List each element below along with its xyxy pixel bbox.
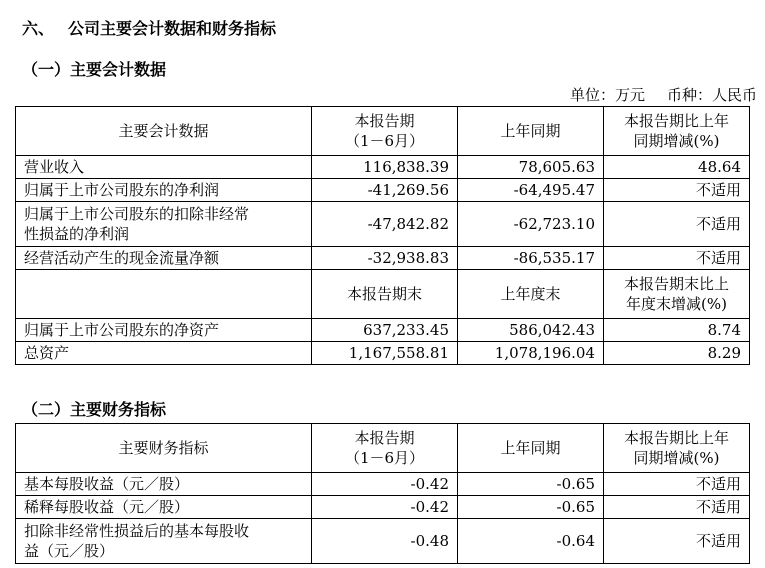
- table-subheader-row: [16, 270, 750, 319]
- header-cell: 本报告期末: [312, 270, 458, 319]
- cell-value: -0.64: [458, 519, 604, 564]
- header-cell-empty: [16, 270, 312, 319]
- cell-value: -64,495.47: [458, 179, 604, 202]
- row-label: 归属于上市公司股东的净利润: [16, 179, 312, 202]
- unit-label: 单位：万元: [569, 86, 645, 104]
- row-label: 归属于上市公司股东的扣除非经常 性损益的净利润: [16, 202, 312, 247]
- row-label: 基本每股收益（元／股）: [16, 473, 312, 496]
- cell-value: -0.48: [312, 519, 458, 564]
- cell-value: -0.65: [458, 473, 604, 496]
- row-label: 扣除非经常性损益后的基本每股收 益（元／股）: [16, 519, 312, 564]
- header-cell: 本报告期 （1－6月）: [312, 107, 458, 156]
- subsection-title-indicators: （二）主要财务指标: [22, 400, 167, 419]
- subsection-title-accounting: （一）主要会计数据: [22, 60, 167, 79]
- header-cell: 上年度末: [458, 270, 604, 319]
- table-row: [16, 156, 750, 179]
- table-row: [16, 319, 750, 342]
- table-row: [16, 473, 750, 496]
- cell-value: 不适用: [604, 473, 750, 496]
- cell-value: 不适用: [604, 496, 750, 519]
- cell-value: 78,605.63: [458, 156, 604, 179]
- cell-value: -0.42: [312, 496, 458, 519]
- table-header-row: [16, 107, 750, 156]
- accounting-data-table: [15, 106, 750, 365]
- table-row: [16, 342, 750, 365]
- cell-value: 586,042.43: [458, 319, 604, 342]
- header-cell: 本报告期比上年 同期增减(%): [604, 107, 750, 156]
- row-label: 营业收入: [16, 156, 312, 179]
- cell-value: 116,838.39: [312, 156, 458, 179]
- header-cell: 本报告期 （1－6月）: [312, 424, 458, 473]
- cell-value: 1,078,196.04: [458, 342, 604, 365]
- table-row: [16, 496, 750, 519]
- cell-value: 637,233.45: [312, 319, 458, 342]
- header-cell: 上年同期: [458, 424, 604, 473]
- table-row: [16, 202, 750, 247]
- cell-value: -47,842.82: [312, 202, 458, 247]
- cell-value: -0.65: [458, 496, 604, 519]
- section-title-text: 公司主要会计数据和财务指标: [68, 19, 277, 38]
- currency-label: 币种：人民币: [666, 86, 757, 104]
- row-label: 经营活动产生的现金流量净额: [16, 247, 312, 270]
- financial-indicators-table: [15, 423, 750, 564]
- cell-value: -86,535.17: [458, 247, 604, 270]
- cell-value: 8.74: [604, 319, 750, 342]
- cell-value: -32,938.83: [312, 247, 458, 270]
- header-cell: 主要会计数据: [16, 107, 312, 156]
- cell-value: 不适用: [604, 519, 750, 564]
- unit-line: [570, 84, 757, 105]
- cell-value: 1,167,558.81: [312, 342, 458, 365]
- row-label: 总资产: [16, 342, 312, 365]
- cell-value: -62,723.10: [458, 202, 604, 247]
- table-row: [16, 247, 750, 270]
- cell-value: -0.42: [312, 473, 458, 496]
- table-row: [16, 519, 750, 564]
- header-cell: 本报告期末比上 年度末增减(%): [604, 270, 750, 319]
- row-label: 稀释每股收益（元／股）: [16, 496, 312, 519]
- header-cell: 本报告期比上年 同期增减(%): [604, 424, 750, 473]
- cell-value: 不适用: [604, 202, 750, 247]
- table-row: [16, 179, 750, 202]
- cell-value: 48.64: [604, 156, 750, 179]
- row-label: 归属于上市公司股东的净资产: [16, 319, 312, 342]
- cell-value: 不适用: [604, 247, 750, 270]
- cell-value: 不适用: [604, 179, 750, 202]
- cell-value: -41,269.56: [312, 179, 458, 202]
- cell-value: 8.29: [604, 342, 750, 365]
- table-header-row: [16, 424, 750, 473]
- header-cell: 上年同期: [458, 107, 604, 156]
- header-cell: 主要财务指标: [16, 424, 312, 473]
- section-number: 六、: [22, 19, 55, 38]
- section-title: [22, 16, 276, 39]
